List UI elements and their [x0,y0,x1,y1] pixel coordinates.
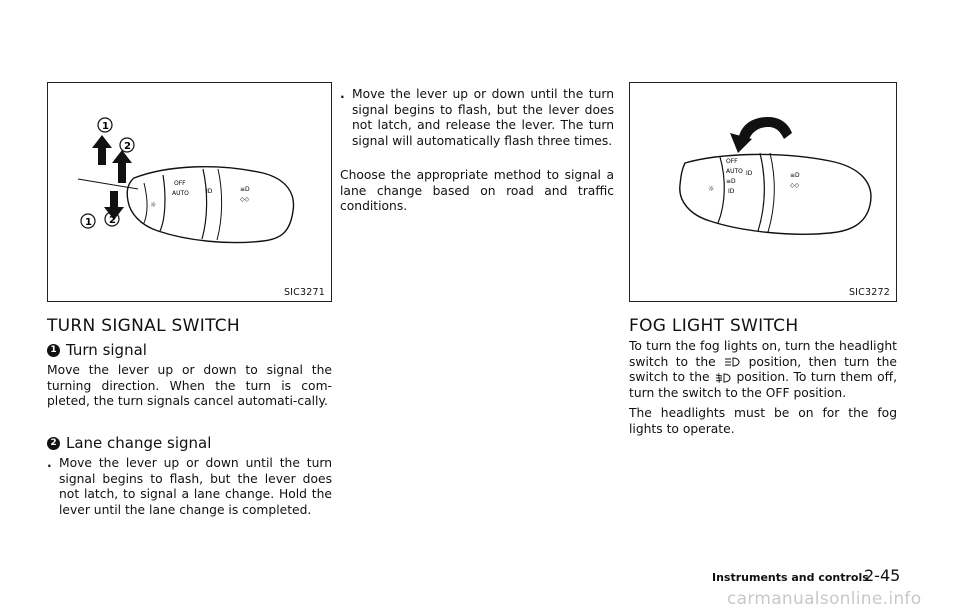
bullet-text: Move the lever up or down until the turn signal begins to flash, but the lever does not latch, and release the lever. The turn signal will automatically flash three times. [352,87,614,148]
figure-turn-signal [47,82,332,302]
turn-signal-lever-illustration [48,83,333,303]
footer-page-number: 2-45 [864,566,901,585]
svg-text:2: 2 [124,141,131,152]
subheading-label: Turn signal [66,341,147,359]
svg-text:≡D: ≡D [726,178,736,185]
figure-code: SIC3272 [848,287,890,298]
svg-text:≡D: ≡D [240,186,250,193]
bullet-text: Move the lever up or down until the turn signal begins to flash, but the lever does not latch, to signal a lane change. Hold the lever until the lane change is completed. [59,456,332,517]
section-heading-fog-light: FOG LIGHT SWITCH [629,316,799,336]
paragraph-text: position, then turn the switch to the [629,354,897,384]
svg-text:AUTO: AUTO [172,190,189,197]
callout-number-icon: 1 [47,344,60,357]
bullet-item [340,87,614,167]
svg-text:1: 1 [102,121,109,132]
headlight-icon [723,356,741,368]
svg-text:OFF: OFF [174,180,186,187]
figure-fog-light [629,82,897,302]
svg-text:OFF: OFF [726,158,738,165]
paragraph-text: To turn the fog lights on, turn the headlight switch to the [629,339,897,369]
svg-text:ID: ID [728,188,735,195]
svg-text:◇◇: ◇◇ [790,182,800,189]
svg-text:2: 2 [109,215,116,226]
bullet-marker: . [340,87,345,101]
callout-number-icon: 2 [47,437,60,450]
svg-text:◇◇: ◇◇ [240,196,250,203]
fog-light-paragraph [629,339,897,401]
paragraph-text: position. To turn them off, turn the switch to the OFF position. [629,370,897,400]
svg-text:ID: ID [746,170,753,177]
svg-text:AUTO: AUTO [726,168,743,175]
subheading-label: Lane change signal [66,434,212,452]
fog-light-note: The headlights must be on for the fog lights to operate. [629,406,897,436]
turn-signal-paragraph: Move the lever up or down to signal the turning direction. When the turn is com-pleted, the turn signals cancel automati-cally. [47,363,332,408]
fog-light-lever-illustration [630,83,898,303]
section-heading-turn-signal: TURN SIGNAL SWITCH [47,316,241,336]
turn-arrow-icon [730,117,792,153]
svg-text:☼: ☼ [708,185,715,193]
bullet-marker: . [47,456,52,470]
svg-text:ID: ID [206,188,213,195]
bullet-item [47,456,332,536]
svg-text:≡D: ≡D [790,172,800,179]
figure-code: SIC3271 [283,287,325,298]
lane-change-paragraph: Choose the appropriate method to signal a lane change based on road and traffic conditions. [340,168,614,213]
watermark: carmanualsonline.info [727,589,922,609]
fog-light-icon [714,372,732,384]
footer-section-title: Instruments and controls [712,571,869,584]
svg-text:☼: ☼ [150,201,157,209]
subheading-lane-change [47,434,211,452]
subheading-turn-signal [47,341,147,359]
svg-text:1: 1 [85,217,92,228]
